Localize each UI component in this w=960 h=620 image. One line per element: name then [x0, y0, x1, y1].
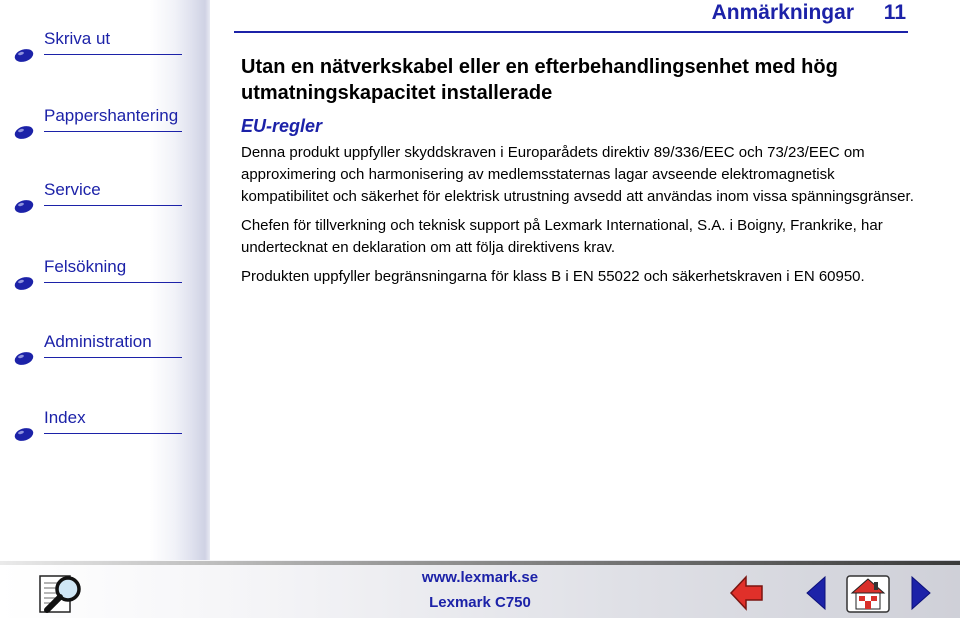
back-button[interactable] — [729, 574, 765, 612]
footer-model: Lexmark C750 — [429, 594, 531, 611]
search-button[interactable] — [38, 573, 86, 615]
previous-page-button[interactable] — [804, 575, 828, 611]
home-icon — [846, 574, 890, 614]
page-heading: Utan en nätverkskabel eller en efterbehandlingsenhet med hög utmatningskapacitet installerade — [241, 56, 838, 104]
sidebar-item-pappershantering[interactable] — [14, 104, 184, 144]
sidebar-item-underline — [44, 282, 182, 283]
sidebar-item-underline — [44, 433, 182, 434]
sidebar-item-skriva-ut[interactable] — [14, 27, 184, 67]
paragraph-limits: Produkten uppfyller begränsningarna för klass B i EN 55022 och säkerhetskraven i EN 60950. — [241, 268, 865, 285]
sidebar-item-felsokning[interactable] — [14, 255, 184, 295]
magnifier-icon — [38, 573, 86, 615]
paragraph-directive: Denna produkt uppfyller skyddskraven i Europarådets direktiv 89/336/EEC och 73/23/EEC om approximering och harmonisering av medlemsstaternas lagar avseende elektromagnetisk kompatibilitet och säkerhet för elektrisk utrustning avsedd att användas inom vissa spänningsgränser. — [241, 144, 914, 205]
sidebar-item-underline — [44, 54, 182, 55]
sidebar-item-label: Skriva ut — [44, 29, 111, 48]
sidebar-item-underline — [44, 205, 182, 206]
sidebar-item-index[interactable] — [14, 406, 184, 446]
bullet-icon — [14, 351, 34, 366]
previous-triangle-icon — [804, 575, 828, 611]
sidebar-item-underline — [44, 357, 182, 358]
footer-url[interactable]: www.lexmark.se — [421, 569, 539, 586]
bullet-icon — [14, 125, 34, 140]
bullet-icon — [14, 199, 34, 214]
back-arrow-icon — [729, 574, 765, 612]
sidebar-item-administration[interactable] — [14, 330, 184, 370]
bullet-icon — [14, 427, 34, 442]
sidebar-item-label: Index — [44, 408, 86, 427]
bullet-icon — [14, 276, 34, 291]
section-title: Anmärkningar — [711, 1, 854, 24]
sidebar-item-service[interactable] — [14, 178, 184, 218]
header-divider — [234, 31, 908, 33]
paragraph-declaration: Chefen för tillverkning och teknisk support på Lexmark International, S.A. i Boigny, Frankrike, har undertecknat en deklaration om att följa direktivens krav. — [241, 217, 883, 256]
sidebar-item-label: Service — [44, 180, 101, 199]
footer-divider — [0, 561, 960, 565]
page-number: 11 — [883, 1, 906, 24]
home-button[interactable] — [846, 574, 890, 614]
section-subheading: EU-regler — [241, 116, 323, 136]
sidebar-item-underline — [44, 131, 182, 132]
next-triangle-icon — [909, 575, 933, 611]
bullet-icon — [14, 48, 34, 63]
sidebar-item-label: Felsökning — [44, 257, 127, 276]
next-page-button[interactable] — [909, 575, 933, 611]
main-content — [241, 54, 921, 295]
sidebar-item-label: Pappershantering — [44, 106, 179, 125]
sidebar-item-label: Administration — [44, 332, 152, 351]
